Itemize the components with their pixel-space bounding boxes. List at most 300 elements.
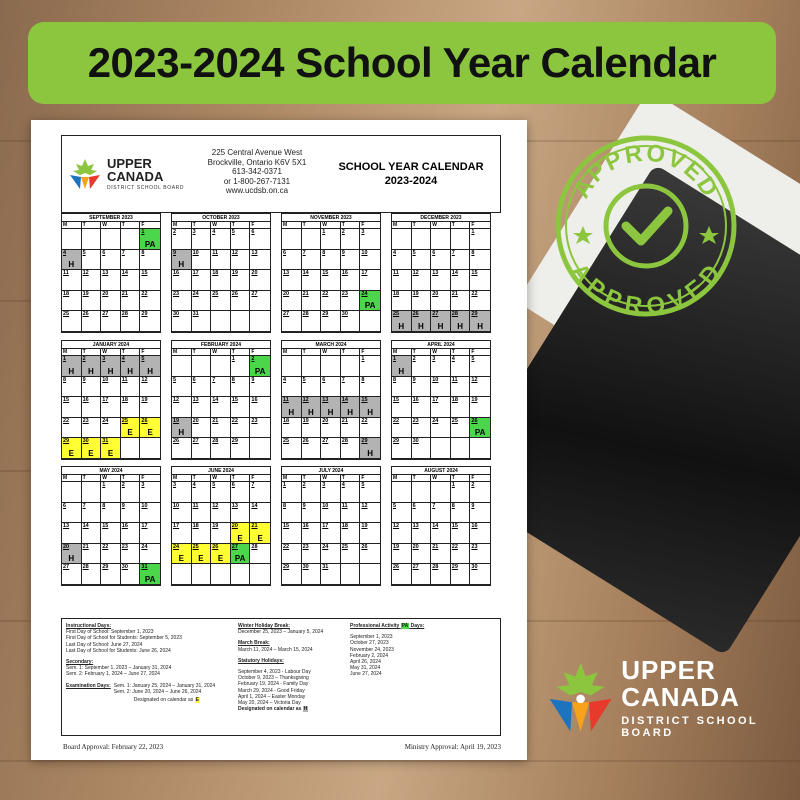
day-number: 7 <box>341 376 345 383</box>
day-number: 25 <box>283 438 290 444</box>
day-number: 2 <box>251 356 255 362</box>
day-number: 1 <box>102 482 106 488</box>
board-address <box>192 136 322 212</box>
day-number: 8 <box>361 376 365 383</box>
day-number: 30 <box>121 564 128 570</box>
day-header: W <box>321 349 341 356</box>
day-number: 16 <box>82 397 89 403</box>
day-header: T <box>82 475 102 482</box>
calendar-title-line1: SCHOOL YEAR CALENDAR <box>338 161 484 173</box>
day-number: 20 <box>102 290 109 297</box>
day-cell <box>250 418 270 439</box>
day-number: 16 <box>302 523 309 529</box>
legend-line: April 1, 2024 – Easter Monday <box>238 693 306 700</box>
day-header: W <box>101 475 121 482</box>
day-number: 8 <box>141 249 145 256</box>
legend-line: June 27, 2024 <box>350 671 382 678</box>
day-number: 5 <box>231 229 235 235</box>
day-cell <box>62 270 82 291</box>
title-banner <box>28 22 776 104</box>
day-number: 3 <box>432 356 436 362</box>
day-header: W <box>431 475 451 482</box>
day-cell <box>82 544 102 565</box>
day-marker: E <box>107 448 114 458</box>
day-cell <box>250 377 270 398</box>
legend-column-2 <box>238 623 348 712</box>
day-cell <box>82 291 102 312</box>
day-cell <box>360 356 380 377</box>
day-cell <box>360 229 380 250</box>
day-cell <box>412 523 432 544</box>
day-number: 4 <box>451 356 455 362</box>
day-number: 14 <box>302 270 309 276</box>
day-number: 29 <box>322 311 329 317</box>
approved-seal-icon <box>553 133 739 319</box>
day-cell <box>431 418 451 439</box>
day-marker: H <box>288 407 295 417</box>
day-cell <box>211 503 231 524</box>
day-cell <box>282 564 302 585</box>
day-number: 8 <box>322 249 326 256</box>
day-cell <box>172 544 192 565</box>
day-cell <box>192 356 212 377</box>
day-number: 26 <box>231 290 238 297</box>
day-header: T <box>341 222 361 229</box>
day-cell <box>231 229 251 250</box>
day-cell <box>341 356 361 377</box>
board-approval: Board Approval: February 22, 2023 <box>63 743 164 751</box>
day-number: 13 <box>432 270 439 276</box>
day-number: 12 <box>173 397 180 403</box>
legend-line: Last Day of School: June 27, 2024 <box>66 641 143 648</box>
day-cell <box>360 311 380 332</box>
day-number: 13 <box>231 502 238 509</box>
day-number: 13 <box>102 270 109 276</box>
day-cell <box>121 438 141 459</box>
day-cell <box>192 250 212 271</box>
day-cell <box>82 564 102 585</box>
day-header: F <box>470 349 490 356</box>
day-cell <box>121 250 141 271</box>
day-header: T <box>121 349 141 356</box>
day-cell <box>101 270 121 291</box>
day-cell <box>211 482 231 503</box>
brand-upper: UPPER <box>621 655 716 685</box>
day-cell <box>412 438 432 459</box>
day-cell <box>470 229 490 250</box>
day-number: 1 <box>361 356 365 362</box>
day-marker: PA <box>254 366 266 376</box>
day-cell <box>62 564 82 585</box>
day-cell <box>321 397 341 418</box>
month-calendar <box>391 340 491 460</box>
day-cell <box>360 523 380 544</box>
legend-line: December 25, 2023 – January 5, 2024 <box>238 629 324 636</box>
day-number: 4 <box>393 249 397 256</box>
day-cell <box>341 503 361 524</box>
day-number: 23 <box>302 543 309 550</box>
day-cell <box>431 544 451 565</box>
day-cell <box>211 564 231 585</box>
day-cell <box>121 377 141 398</box>
day-number: 19 <box>393 543 400 550</box>
day-cell <box>341 229 361 250</box>
exam-designated: Designated on calendar as <box>133 697 194 704</box>
day-number: 30 <box>341 311 348 317</box>
day-number: 8 <box>471 249 475 256</box>
day-number: 22 <box>451 543 458 550</box>
day-number: 15 <box>322 270 329 276</box>
month-calendar <box>391 466 491 586</box>
svg-text:APPROVED <box>568 139 724 203</box>
day-cell <box>412 418 432 439</box>
day-number: 26 <box>82 311 89 317</box>
day-header: T <box>302 349 322 356</box>
day-cell <box>282 544 302 565</box>
day-cell <box>101 523 121 544</box>
day-number: 2 <box>412 356 416 362</box>
day-header: F <box>250 349 270 356</box>
month-calendar <box>281 213 381 333</box>
day-number: 21 <box>82 543 89 550</box>
day-number: 20 <box>63 543 70 550</box>
day-number: 20 <box>322 417 329 424</box>
day-cell <box>62 523 82 544</box>
day-cell <box>392 356 412 377</box>
day-cell <box>121 544 141 565</box>
day-cell <box>121 523 141 544</box>
day-number: 14 <box>82 523 89 529</box>
day-number: 4 <box>212 229 216 235</box>
day-cell <box>392 503 412 524</box>
legend-line: October 27, 2023 <box>350 640 389 647</box>
day-header: W <box>431 349 451 356</box>
day-cell <box>121 291 141 312</box>
day-cell <box>392 564 412 585</box>
day-number: 9 <box>173 249 177 256</box>
day-cell <box>211 229 231 250</box>
day-cell <box>231 482 251 503</box>
day-cell <box>282 250 302 271</box>
seal-top-text: APPROVED <box>567 139 725 203</box>
day-cell <box>231 397 251 418</box>
day-number: 5 <box>302 376 306 383</box>
day-number: 15 <box>471 270 478 276</box>
day-cell <box>470 311 490 332</box>
day-cell <box>302 250 322 271</box>
legend-line: Sem. 2: February 1, 2024 – June 27, 2024 <box>66 671 160 678</box>
day-cell <box>211 356 231 377</box>
month-calendar <box>391 213 491 333</box>
day-cell <box>101 291 121 312</box>
day-marker: H <box>68 554 75 563</box>
day-cell <box>192 377 212 398</box>
calendar-title-line2: 2023-2024 <box>384 175 438 187</box>
day-cell <box>412 482 432 503</box>
month-name: SEPTEMBER 2023 <box>62 214 160 222</box>
day-header: W <box>321 475 341 482</box>
day-number: 29 <box>393 438 400 444</box>
day-cell <box>470 418 490 439</box>
day-header: T <box>121 475 141 482</box>
day-number: 22 <box>63 417 70 424</box>
day-cell <box>140 356 160 377</box>
day-number: 18 <box>451 397 458 403</box>
day-cell <box>431 250 451 271</box>
day-header: T <box>451 222 471 229</box>
day-number: 28 <box>251 543 258 550</box>
day-number: 27 <box>192 438 199 444</box>
day-header: M <box>392 222 412 229</box>
day-number: 19 <box>212 523 219 529</box>
day-cell <box>211 418 231 439</box>
day-number: 9 <box>82 376 86 383</box>
day-number: 11 <box>451 376 458 383</box>
day-cell <box>211 250 231 271</box>
day-cell <box>172 250 192 271</box>
day-cell <box>172 397 192 418</box>
day-marker: PA <box>234 554 246 563</box>
day-number: 4 <box>341 482 345 488</box>
day-marker: H <box>418 321 424 331</box>
day-cell <box>321 438 341 459</box>
day-cell <box>321 270 341 291</box>
day-number: 27 <box>231 543 238 550</box>
day-cell <box>211 377 231 398</box>
legend-line: May 20, 2024 – Victoria Day <box>238 700 301 707</box>
day-number: 9 <box>121 502 125 509</box>
day-cell <box>431 397 451 418</box>
day-cell <box>431 503 451 524</box>
month-calendar <box>171 213 271 333</box>
exam-block <box>66 683 236 704</box>
day-number: 9 <box>302 502 306 509</box>
day-cell <box>192 438 212 459</box>
day-number: 29 <box>361 438 368 444</box>
month-calendar <box>281 340 381 460</box>
day-cell <box>341 438 361 459</box>
day-number: 29 <box>141 311 148 317</box>
day-number: 15 <box>361 397 368 403</box>
day-header: M <box>282 475 302 482</box>
day-cell <box>412 291 432 312</box>
day-cell <box>321 356 341 377</box>
day-number: 26 <box>471 417 478 424</box>
day-cell <box>321 418 341 439</box>
day-marker: H <box>68 366 75 376</box>
day-marker: H <box>88 366 94 376</box>
day-marker: H <box>398 321 405 331</box>
day-cell <box>121 564 141 585</box>
day-cell <box>250 291 270 312</box>
day-cell <box>211 311 231 332</box>
day-number: 26 <box>173 438 180 444</box>
day-header: T <box>192 475 212 482</box>
day-cell <box>140 270 160 291</box>
day-number: 27 <box>432 311 439 317</box>
day-number: 9 <box>251 376 255 383</box>
month-calendar <box>61 213 161 333</box>
day-header: T <box>121 222 141 229</box>
day-number: 6 <box>102 249 106 256</box>
day-number: 30 <box>173 311 180 317</box>
day-number: 1 <box>322 229 326 235</box>
day-number: 16 <box>121 523 128 529</box>
day-cell <box>451 311 471 332</box>
day-cell <box>451 291 471 312</box>
day-cell <box>231 250 251 271</box>
day-cell <box>172 270 192 291</box>
day-number: 12 <box>412 270 419 276</box>
day-number: 23 <box>471 543 478 550</box>
day-number: 7 <box>82 502 86 509</box>
day-cell <box>321 523 341 544</box>
day-number: 3 <box>361 229 365 235</box>
day-number: 8 <box>451 502 455 509</box>
day-number: 14 <box>121 270 128 276</box>
day-marker: H <box>477 321 484 331</box>
day-header: W <box>211 349 231 356</box>
secondary-heading: Secondary: <box>66 659 94 666</box>
day-header: M <box>62 222 82 229</box>
day-cell <box>231 377 251 398</box>
day-cell <box>392 397 412 418</box>
day-cell <box>62 397 82 418</box>
day-number: 6 <box>432 249 436 256</box>
day-cell <box>470 482 490 503</box>
day-cell <box>392 291 412 312</box>
day-cell <box>431 229 451 250</box>
day-cell <box>470 377 490 398</box>
day-number: 28 <box>212 438 219 444</box>
day-cell <box>101 311 121 332</box>
day-number: 3 <box>173 482 177 488</box>
day-cell <box>282 291 302 312</box>
day-number: 19 <box>361 523 368 529</box>
day-cell <box>121 418 141 439</box>
day-cell <box>302 397 322 418</box>
day-header: T <box>82 349 102 356</box>
month-calendar <box>171 340 271 460</box>
day-number: 5 <box>141 356 145 362</box>
day-number: 6 <box>63 502 67 509</box>
day-number: 25 <box>212 290 219 297</box>
day-number: 28 <box>82 564 89 570</box>
day-number: 13 <box>251 249 258 256</box>
day-number: 8 <box>283 502 287 509</box>
day-number: 20 <box>412 543 419 550</box>
day-cell <box>140 564 160 585</box>
day-cell <box>451 250 471 271</box>
day-cell <box>412 564 432 585</box>
day-number: 28 <box>302 311 309 317</box>
day-number: 12 <box>361 502 368 509</box>
day-header: T <box>412 222 432 229</box>
day-number: 3 <box>102 356 106 362</box>
day-header: W <box>321 222 341 229</box>
day-cell <box>341 418 361 439</box>
legend-column-3 <box>350 623 498 678</box>
day-number: 22 <box>141 290 148 297</box>
day-cell <box>412 377 432 398</box>
day-cell <box>82 418 102 439</box>
day-header: M <box>392 475 412 482</box>
day-cell <box>341 250 361 271</box>
day-number: 2 <box>121 482 125 488</box>
day-number: 4 <box>63 249 67 256</box>
day-cell <box>62 250 82 271</box>
day-marker: E <box>68 448 74 458</box>
day-cell <box>360 438 380 459</box>
day-cell <box>302 229 322 250</box>
day-cell <box>82 377 102 398</box>
day-cell <box>140 503 160 524</box>
day-cell <box>282 523 302 544</box>
legend-line: Sem. 1: September 1, 2023 – January 31, 2024 <box>66 665 172 672</box>
day-number: 7 <box>251 482 255 488</box>
day-cell <box>172 356 192 377</box>
month-calendar <box>61 340 161 460</box>
day-cell <box>192 503 212 524</box>
day-cell <box>431 356 451 377</box>
day-number: 5 <box>393 502 397 509</box>
day-marker: E <box>147 428 153 437</box>
day-cell <box>211 270 231 291</box>
day-number: 15 <box>283 523 290 529</box>
day-marker: H <box>178 428 185 437</box>
day-cell <box>250 250 270 271</box>
day-cell <box>192 311 212 332</box>
day-marker: H <box>437 321 444 331</box>
day-number: 23 <box>341 290 348 297</box>
day-cell <box>231 438 251 459</box>
month-name: JANUARY 2024 <box>62 341 160 349</box>
day-number: 17 <box>173 523 180 529</box>
day-number: 23 <box>173 290 180 297</box>
legend-line: March 29, 2024 - Good Friday <box>238 687 305 694</box>
month-name: MAY 2024 <box>62 467 160 475</box>
day-cell <box>62 438 82 459</box>
day-cell <box>140 418 160 439</box>
day-number: 15 <box>451 523 458 529</box>
day-marker: H <box>398 366 405 376</box>
day-number: 24 <box>192 290 199 297</box>
instructional-heading: Instructional Days: <box>66 623 112 629</box>
day-cell <box>470 356 490 377</box>
day-cell <box>101 418 121 439</box>
day-number: 9 <box>341 249 345 256</box>
day-cell <box>62 544 82 565</box>
address-line: www.ucdsb.on.ca <box>225 186 289 195</box>
day-number: 18 <box>192 523 199 529</box>
day-cell <box>431 564 451 585</box>
day-header: T <box>341 475 361 482</box>
address-line: Brockville, Ontario K6V 5X1 <box>207 157 307 167</box>
day-cell <box>121 311 141 332</box>
day-number: 20 <box>192 417 199 424</box>
day-cell <box>192 482 212 503</box>
day-number: 29 <box>471 311 478 317</box>
day-number: 2 <box>341 229 345 235</box>
day-number: 11 <box>212 249 219 256</box>
day-cell <box>451 397 471 418</box>
day-cell <box>62 356 82 377</box>
day-cell <box>470 250 490 271</box>
day-cell <box>140 544 160 565</box>
day-cell <box>231 356 251 377</box>
day-marker: PA <box>144 239 156 249</box>
day-number: 21 <box>121 290 128 297</box>
